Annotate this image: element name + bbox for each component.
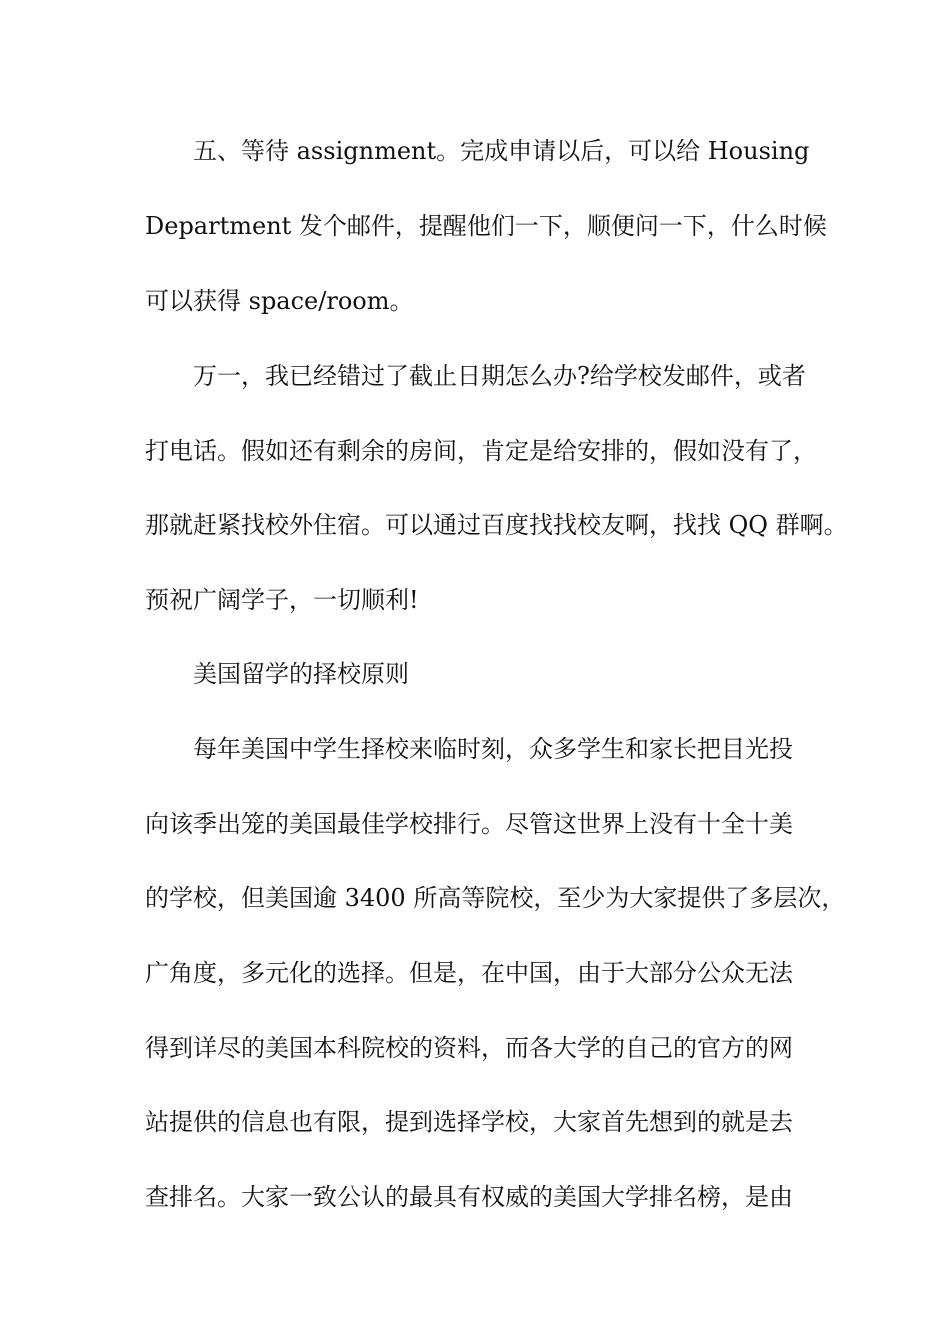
paragraph-line: 广角度，多元化的选择。但是，在中国，由于大部分公众无法: [145, 959, 793, 987]
paragraph-line: 预祝广阔学子，一切顺利!: [145, 586, 419, 614]
paragraph-line: Department 发个邮件，提醒他们一下，顺便问一下，什么时候: [145, 212, 827, 240]
paragraph-line: 向该季出笼的美国最佳学校排行。尽管这世界上没有十全十美: [145, 810, 793, 838]
paragraph-line: 的学校，但美国逾 3400 所高等院校，至少为大家提供了多层次，: [145, 884, 846, 912]
paragraph-line: 查排名。大家一致公认的最具有权威的美国大学排名榜，是由: [145, 1183, 793, 1211]
paragraph-line: 可以获得 space/room。: [145, 287, 414, 315]
paragraph-line: 那就赶紧找校外住宿。可以通过百度找找校友啊，找找 QQ 群啊。: [145, 511, 848, 539]
section-heading: 美国留学的择校原则: [193, 660, 409, 688]
paragraph-line: 得到详尽的美国本科院校的资料，而各大学的自己的官方的网: [145, 1034, 793, 1062]
paragraph-line: 每年美国中学生择校来临时刻，众多学生和家长把目光投: [193, 735, 793, 763]
paragraph-line: 站提供的信息也有限，提到选择学校，大家首先想到的就是去: [145, 1108, 793, 1136]
paragraph-line: 五、等待 assignment。完成申请以后，可以给 Housing: [193, 137, 810, 165]
paragraph-line: 万一，我已经错过了截止日期怎么办?给学校发邮件，或者: [193, 362, 806, 390]
paragraph-line: 打电话。假如还有剩余的房间，肯定是给安排的，假如没有了，: [145, 437, 817, 465]
